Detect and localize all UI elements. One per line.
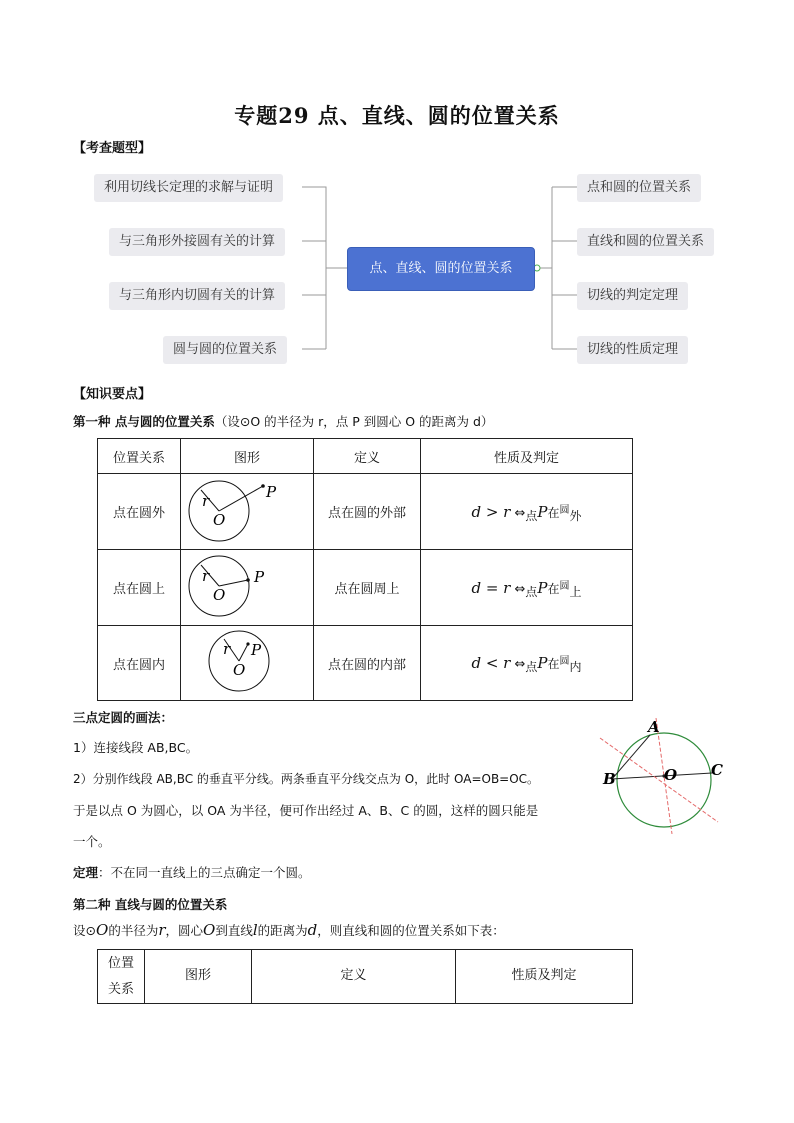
theorem-line bbox=[73, 865, 311, 881]
intro-r: r bbox=[158, 921, 166, 939]
intro-d: 到直线 bbox=[215, 923, 253, 938]
table-row bbox=[98, 626, 633, 701]
intro-odot: ⊙ bbox=[85, 923, 96, 938]
table2-header-relation-2: 关系 bbox=[107, 981, 134, 997]
mindmap-node-circle-circle[interactable]: 圆与圆的位置关系 bbox=[163, 336, 287, 364]
table2-header-relation-1: 位置 bbox=[107, 955, 134, 971]
part1-heading-line bbox=[73, 414, 493, 430]
intro-O2: O bbox=[203, 921, 216, 939]
fig2-r: r bbox=[202, 566, 210, 585]
page-title: 专题29 点、直线、圆的位置关系 bbox=[234, 103, 560, 128]
definition-inside: 点在圆的内部 bbox=[314, 626, 421, 701]
table1-header-property: 性质及判定 bbox=[421, 439, 633, 474]
circle-inside: 圆 bbox=[559, 656, 570, 667]
math-inside: d < r bbox=[471, 654, 511, 672]
part1-desc: （设⊙O 的半径为 r，点 P 到圆心 O 的距离为 d） bbox=[214, 414, 494, 429]
relation-on: 点在圆上 bbox=[98, 550, 181, 626]
intro-b: 的半径为 bbox=[108, 923, 159, 938]
fig1-r: r bbox=[202, 491, 210, 510]
fig-O: O bbox=[664, 766, 678, 784]
math-outside: d > r bbox=[471, 502, 511, 521]
definition-on: 点在圆周上 bbox=[314, 550, 421, 626]
iff-inside: ⇔ bbox=[514, 657, 526, 672]
relation-inside: 点在圆内 bbox=[98, 626, 181, 701]
table-row bbox=[98, 474, 633, 550]
table2-header-figure: 图形 bbox=[145, 950, 252, 1004]
at-inside: 在 bbox=[547, 657, 560, 671]
mindmap-node-tangent-criterion[interactable]: 切线的判定定理 bbox=[577, 282, 688, 310]
mindmap-center-node[interactable]: 点、直线、圆的位置关系 bbox=[347, 247, 535, 291]
intro-O: O bbox=[96, 921, 109, 939]
three-points-heading: 三点定圆的画法： bbox=[73, 710, 174, 725]
figure-on bbox=[181, 550, 314, 626]
fig-B: B bbox=[603, 770, 616, 788]
intro-dvar: d bbox=[307, 921, 318, 939]
point-circle-table bbox=[97, 438, 633, 701]
circle-on: 圆 bbox=[559, 580, 570, 592]
point-inside: 点 bbox=[525, 660, 538, 674]
intro-a: 设 bbox=[73, 923, 86, 938]
property-outside bbox=[421, 474, 633, 550]
p-inside: P bbox=[537, 654, 548, 672]
theorem-text: ：不在同一直线上的三点确定一个圆。 bbox=[98, 865, 311, 880]
mindmap-node-point-circle[interactable]: 点和圆的位置关系 bbox=[577, 174, 701, 202]
figure-inside bbox=[181, 626, 314, 701]
iff-on: ⇔ bbox=[514, 581, 526, 597]
property-on bbox=[421, 550, 633, 626]
fig1-P: P bbox=[266, 482, 277, 501]
fig2-O: O bbox=[213, 585, 226, 604]
part2-intro bbox=[73, 922, 505, 939]
at-outside: 在 bbox=[547, 505, 560, 520]
table2-header-property: 性质及判定 bbox=[456, 950, 633, 1004]
fig-A: A bbox=[648, 718, 660, 736]
mindmap-node-circumcircle[interactable]: 与三角形外接圆有关的计算 bbox=[109, 228, 285, 256]
circle-point-on-figure bbox=[187, 551, 307, 621]
three-points-step2: 2）分别作线段 AB,BC 的垂直平分线。两条垂直平分线交点为 O，此时 OA=OB=OC。 bbox=[73, 772, 540, 786]
table1-header-figure: 图形 bbox=[181, 439, 314, 474]
part1-heading: 第一种 点与圆的位置关系 bbox=[73, 414, 215, 429]
p-on: P bbox=[537, 578, 548, 597]
side-on: 上 bbox=[569, 584, 582, 599]
at-on: 在 bbox=[547, 581, 560, 596]
intro-c: ，圆心 bbox=[165, 923, 204, 938]
circle-point-inside-figure bbox=[187, 626, 307, 696]
theorem-label: 定理 bbox=[73, 865, 99, 880]
point-on: 点 bbox=[525, 584, 538, 599]
intro-e: 的距离为 bbox=[257, 923, 308, 938]
fig3-P: P bbox=[251, 641, 262, 659]
circle-point-outside-figure bbox=[187, 475, 307, 545]
side-inside: 内 bbox=[569, 660, 582, 674]
side-outside: 外 bbox=[569, 508, 582, 523]
table1-header-definition: 定义 bbox=[314, 439, 421, 474]
mindmap-node-line-circle[interactable]: 直线和圆的位置关系 bbox=[577, 228, 714, 256]
fig2-P: P bbox=[254, 567, 265, 586]
section-types-label: 【考查题型】 bbox=[73, 141, 152, 156]
table2-header-definition: 定义 bbox=[252, 950, 456, 1004]
circle-outside: 圆 bbox=[559, 504, 570, 516]
property-inside bbox=[421, 626, 633, 701]
mindmap-node-tangent-property[interactable]: 切线的性质定理 bbox=[577, 336, 688, 364]
table-row bbox=[98, 550, 633, 626]
definition-outside: 点在圆的外部 bbox=[314, 474, 421, 550]
figure-outside bbox=[181, 474, 314, 550]
intro-f: ，则直线和圆的位置关系如下表： bbox=[317, 923, 505, 938]
three-points-line3: 于是以点 O 为圆心，以 OA 为半径，便可作出经过 A、B、C 的圆，这样的圆只能是 bbox=[73, 803, 539, 818]
fig-C: C bbox=[711, 761, 723, 779]
section-points-label: 【知识要点】 bbox=[73, 387, 152, 402]
part2-heading: 第二种 直线与圆的位置关系 bbox=[73, 897, 228, 912]
fig1-O: O bbox=[213, 510, 226, 529]
table1-header-relation: 位置关系 bbox=[98, 439, 181, 474]
mindmap-node-tangent-length[interactable]: 利用切线长定理的求解与证明 bbox=[94, 174, 283, 202]
mindmap-node-incircle[interactable]: 与三角形内切圆有关的计算 bbox=[109, 282, 285, 310]
three-points-circle-figure bbox=[596, 718, 726, 834]
p-outside: P bbox=[537, 502, 548, 521]
line-circle-table bbox=[97, 949, 633, 1004]
point-outside: 点 bbox=[525, 508, 538, 523]
iff-outside: ⇔ bbox=[514, 505, 526, 521]
relation-outside: 点在圆外 bbox=[98, 474, 181, 550]
table2-header-relation bbox=[98, 950, 145, 1004]
three-points-step1: 1）连接线段 AB,BC。 bbox=[73, 740, 199, 755]
three-points-line4: 一个。 bbox=[73, 834, 111, 849]
fig3-O: O bbox=[233, 661, 246, 679]
intro-l: l bbox=[252, 921, 258, 939]
math-on: d = r bbox=[471, 578, 511, 597]
fig3-r: r bbox=[223, 640, 231, 658]
